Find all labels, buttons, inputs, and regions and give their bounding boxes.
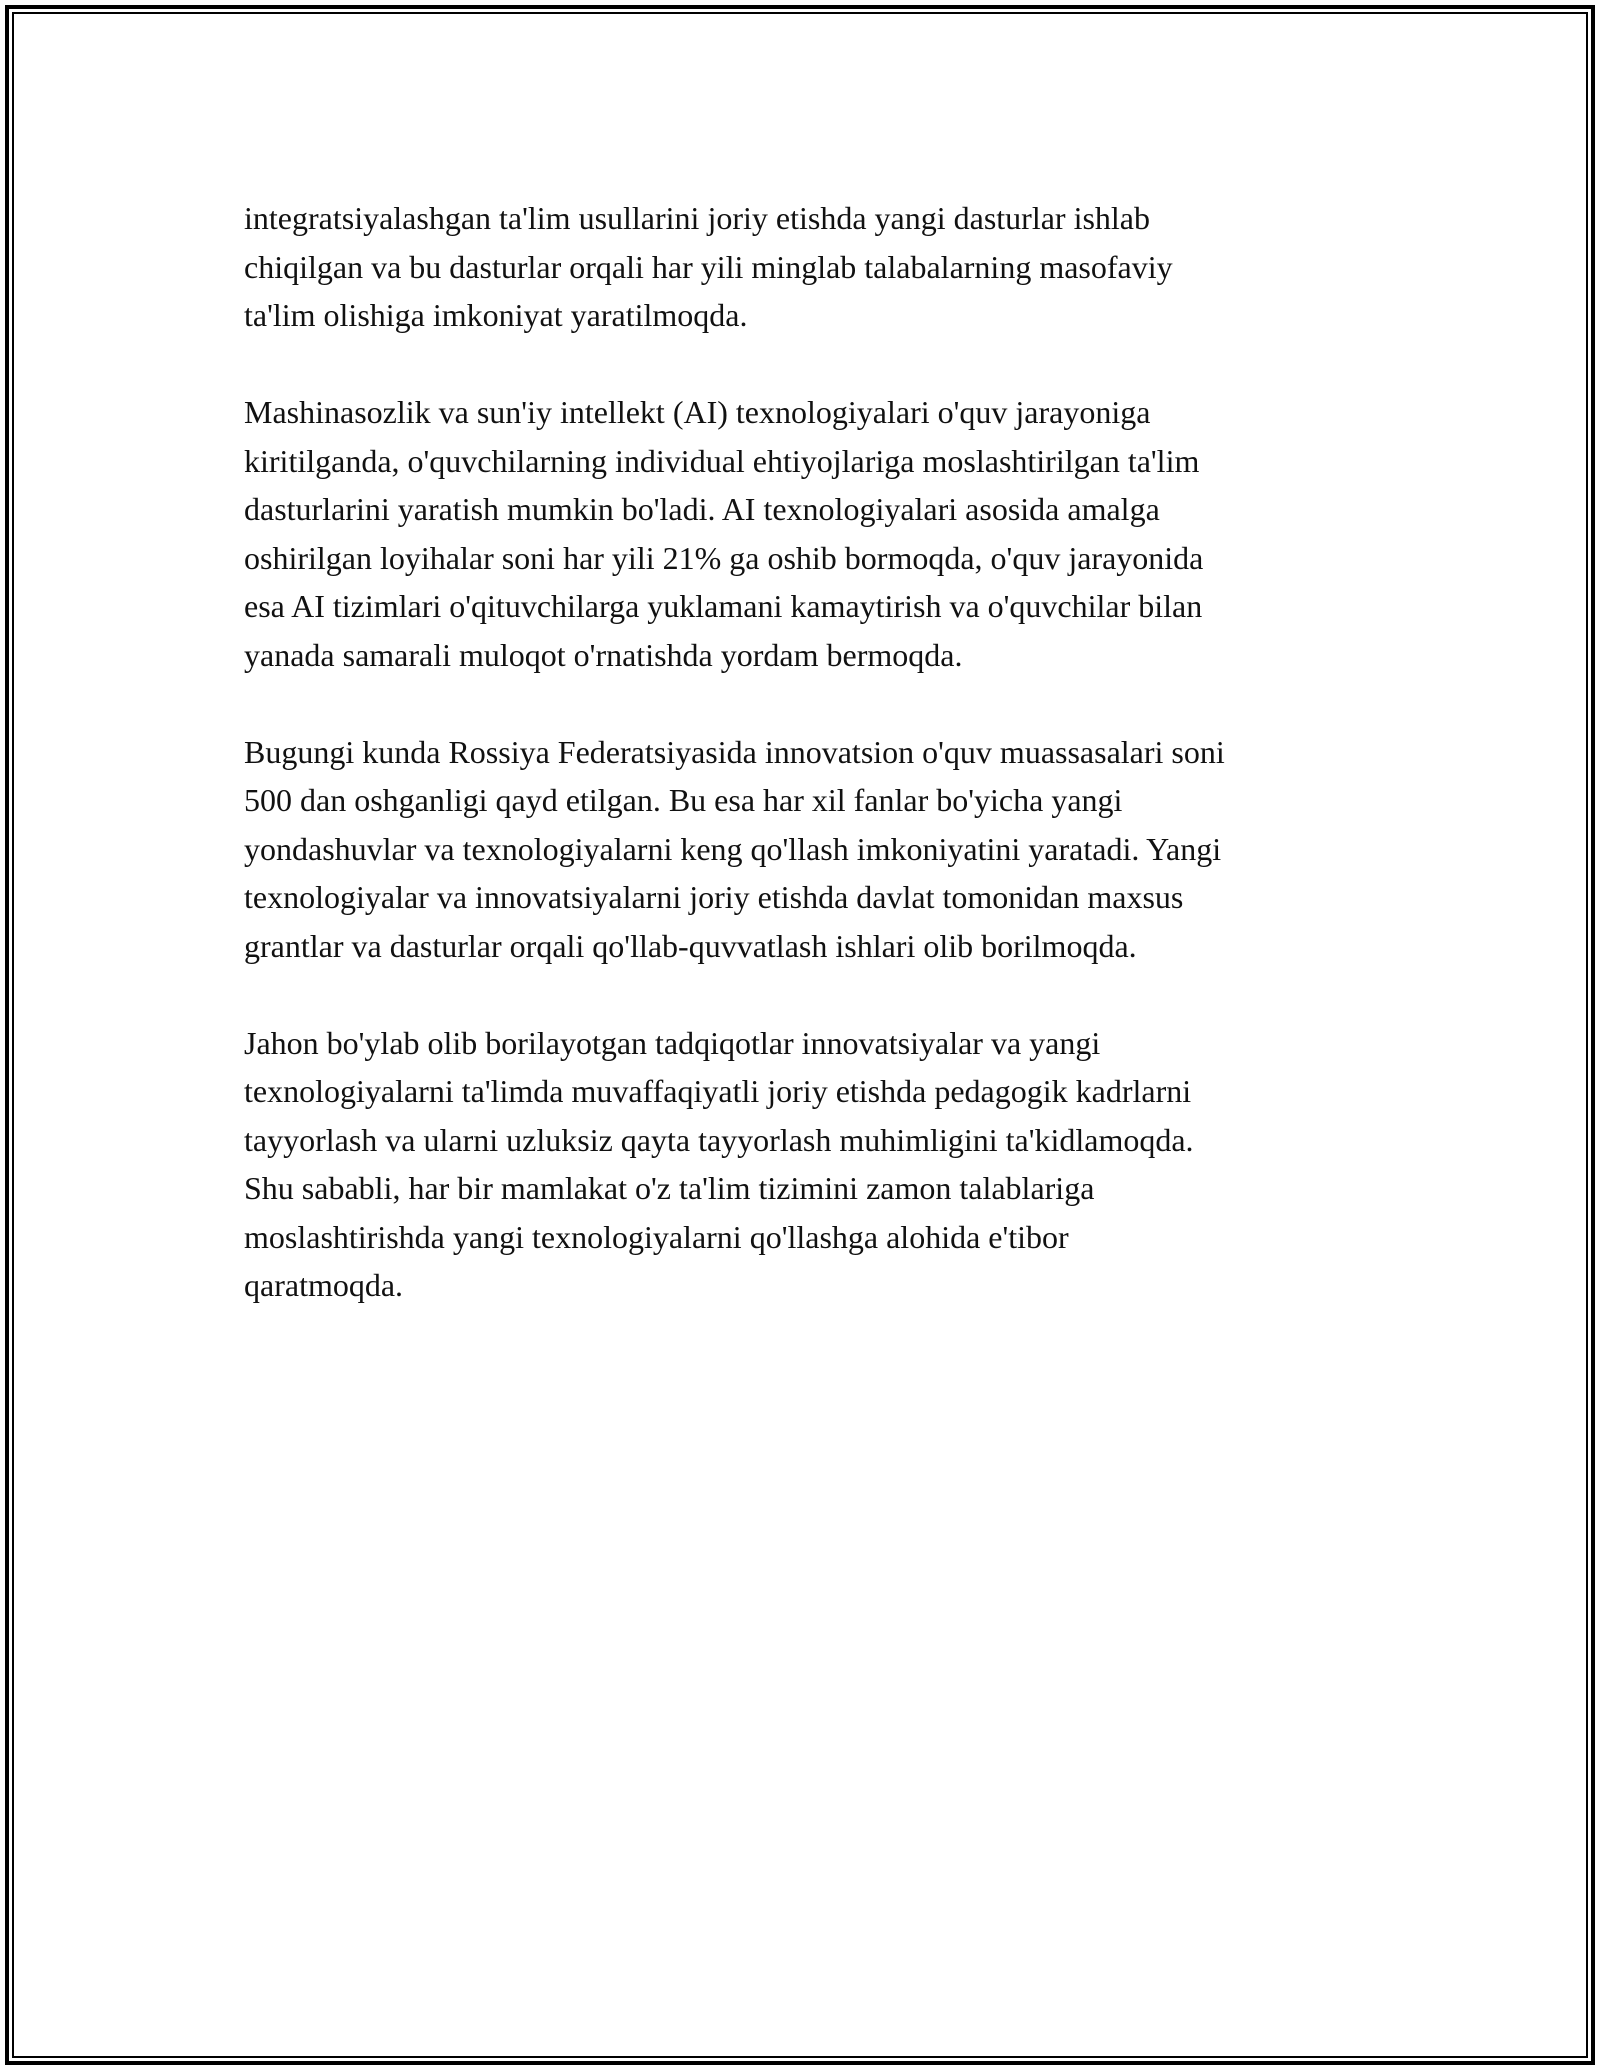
text-line: Mashinasozlik va sun'iy intellekt (AI) texnologiyalari o'quv jarayoniga xyxy=(244,394,1151,430)
text-line: kiritilganda, o'quvchilarning individual ehtiyojlariga moslashtirilgan ta'lim xyxy=(244,442,1200,479)
text-line: 500 dan oshganligi qayd etilgan. Bu esa har xil fanlar bo'yicha yangi xyxy=(244,782,1123,818)
text-line: grantlar va dasturlar orqali qo'llab-quvvatlash ishlari olib borilmoqda. xyxy=(244,927,1137,964)
text-line: tayyorlash va ularni uzluksiz qayta tayyorlash muhimligini ta'kidlamoqda. xyxy=(244,1121,1194,1158)
document-body xyxy=(244,194,1394,1358)
text-line: dasturlarini yaratish mumkin bo'ladi. AI texnologiyalari asosida amalga xyxy=(244,491,1160,527)
text-line: moslashtirishda yangi texnologiyalarni qo'llashga alohida e'tibor xyxy=(244,1218,1069,1255)
paragraph-3 xyxy=(244,728,1394,971)
text-line: Bugungi kunda Rossiya Federatsiyasida innovatsion o'quv muassasalari soni xyxy=(244,733,1225,770)
text-line: qaratmoqda. xyxy=(244,1267,404,1303)
page-frame xyxy=(5,5,1595,2065)
text-line: oshirilgan loyihalar soni har yili 21% ga oshib bormoqda, o'quv jarayonida xyxy=(244,539,1204,576)
text-line: texnologiyalarni ta'limda muvaffaqiyatli joriy etishda pedagogik kadrlarni xyxy=(244,1073,1192,1109)
text-line: chiqilgan va bu dasturlar orqali har yili minglab talabalarning masofaviy xyxy=(244,248,1173,285)
text-line: yanada samarali muloqot o'rnatishda yordam bermoqda. xyxy=(244,636,963,673)
paragraph-1 xyxy=(244,194,1394,340)
paragraph-4 xyxy=(244,1019,1394,1310)
text-line: Shu sababli, har bir mamlakat o'z ta'lim tizimini zamon talablariga xyxy=(244,1170,1095,1206)
text-line: esa AI tizimlari o'qituvchilarga yuklamani kamaytirish va o'quvchilar bilan xyxy=(244,588,1203,624)
text-line: Jahon bo'ylab olib borilayotgan tadqiqotlar innovatsiyalar va yangi xyxy=(244,1024,1101,1061)
text-line: texnologiyalar va innovatsiyalarni joriy etishda davlat tomonidan maxsus xyxy=(244,879,1184,915)
paragraph-2 xyxy=(244,388,1394,679)
text-line: ta'lim olishiga imkoniyat yaratilmoqda. xyxy=(244,297,748,333)
text-line: yondashuvlar va texnologiyalarni keng qo'llash imkoniyatini yaratadi. Yangi xyxy=(244,830,1222,867)
text-line: integratsiyalashgan ta'lim usullarini joriy etishda yangi dasturlar ishlab xyxy=(244,200,1150,236)
